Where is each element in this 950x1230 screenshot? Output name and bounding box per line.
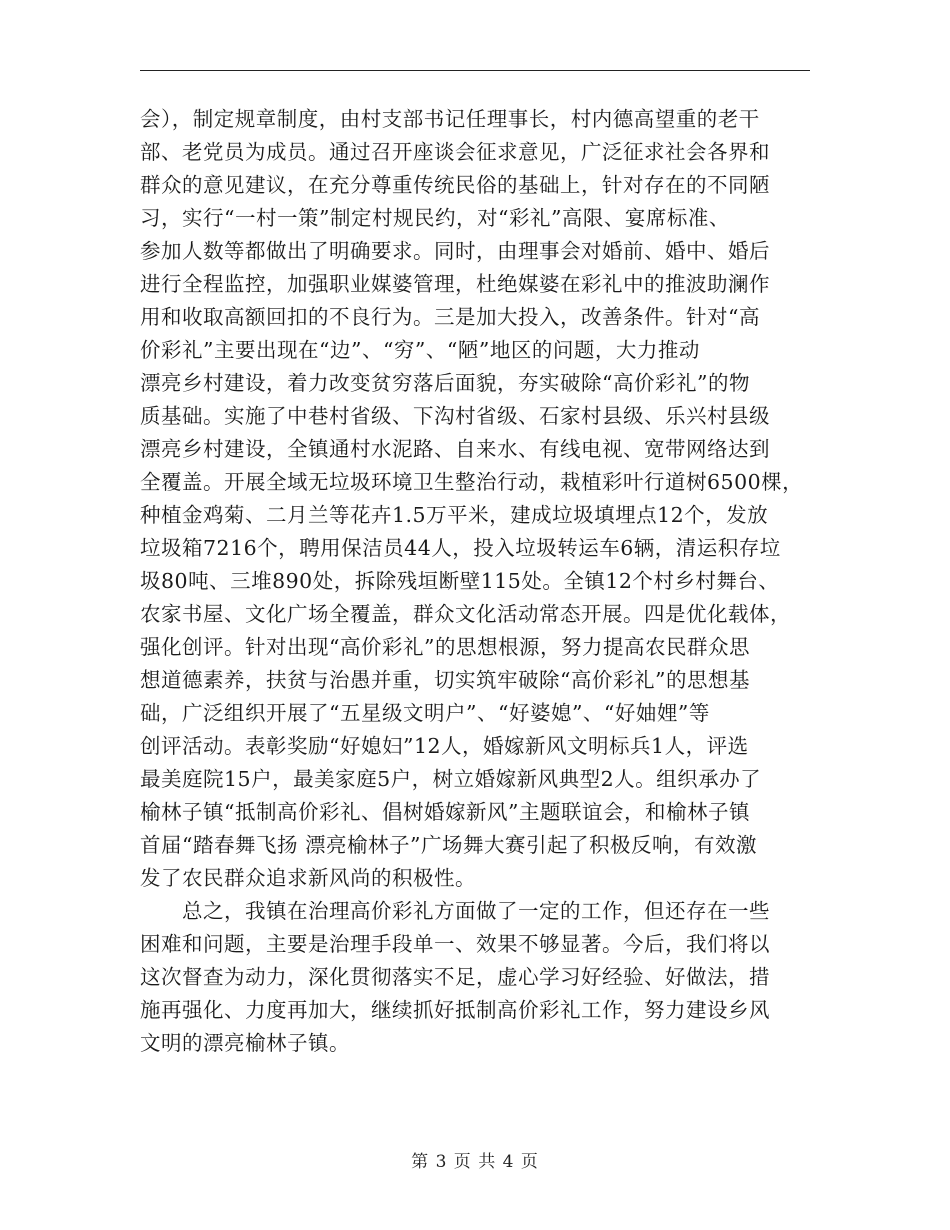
text-line: 漂亮乡村建设，着力改变贫穷落后面貌，夯实破除“高价彩礼”的物 — [140, 371, 750, 395]
text-line: 种植金鸡菊、二月兰等花卉1.5万平米，建成垃圾填埋点12个，发放 — [140, 503, 769, 527]
text-line: 群众的意见建议，在充分尊重传统民俗的基础上，针对存在的不同陋 — [140, 173, 770, 197]
text-line: 漂亮乡村建设，全镇通村水泥路、自来水、有线电视、宽带网络达到 — [140, 437, 770, 461]
page-number: 第 3 页 共 4 页 — [411, 1152, 539, 1172]
text-line: 首届“踏春舞飞扬 漂亮榆林子”广场舞大赛引起了积极反响，有效激 — [140, 833, 757, 857]
text-line: 困难和问题，主要是治理手段单一、效果不够显著。今后，我们将以 — [140, 932, 770, 956]
text-line: 圾80吨、三堆890处，拆除残垣断壁115处。全镇12个村乡村舞台、 — [140, 569, 780, 593]
text-line: 部、老党员为成员。通过召开座谈会征求意见，广泛征求社会各界和 — [140, 140, 770, 164]
text-line: 质基础。实施了中巷村省级、下沟村省级、石家村县级、乐兴村县级 — [140, 404, 770, 428]
header-rule — [140, 70, 810, 71]
paragraph-first-line: 总之，我镇在治理高价彩礼方面做了一定的工作，但还存在一些 — [182, 899, 770, 923]
text-line: 会），制定规章制度，由村支部书记任理事长，村内德高望重的老干 — [140, 107, 760, 131]
text-line: 垃圾箱7216个，聘用保洁员44人，投入垃圾转运车6辆，清运积存垃 — [140, 536, 781, 560]
text-line: 最美庭院15户，最美家庭5户，树立婚嫁新风典型2人。组织承办了 — [140, 767, 762, 791]
text-line: 础，广泛组织开展了“五星级文明户”、“好婆媳”、“好妯娌”等 — [140, 701, 710, 725]
text-line: 价彩礼”主要出现在“边”、“穷”、“陋”地区的问题，大力推动 — [140, 338, 700, 362]
text-line: 榆林子镇“抵制高价彩礼、倡树婚嫁新风”主题联谊会，和榆林子镇 — [140, 800, 750, 824]
text-line: 农家书屋、文化广场全覆盖，群众文化活动常态开展。四是优化载体， — [140, 602, 791, 626]
text-line: 想道德素养，扶贫与治愚并重，切实筑牢破除“高价彩礼”的思想基 — [140, 668, 750, 692]
text-line: 发了农民群众追求新风尚的积极性。 — [140, 866, 476, 890]
text-line: 习，实行“一村一策”制定村规民约，对“彩礼”高限、宴席标准、 — [140, 206, 730, 230]
text-line: 全覆盖。开展全域无垃圾环境卫生整治行动，栽植彩叶行道树6500棵， — [140, 470, 804, 494]
body-text — [140, 103, 810, 1060]
text-line: 进行全程监控，加强职业媒婆管理，杜绝媒婆在彩礼中的推波助澜作 — [140, 272, 770, 296]
text-line: 文明的漂亮榆林子镇。 — [140, 1031, 350, 1055]
text-line: 创评活动。表彰奖励“好媳妇”12人，婚嫁新风文明标兵1人，评选 — [140, 734, 749, 758]
text-line: 施再强化、力度再加大，继续抓好抵制高价彩礼工作，努力建设乡风 — [140, 998, 770, 1022]
text-line: 强化创评。针对出现“高价彩礼”的思想根源，努力提高农民群众思 — [140, 635, 750, 659]
text-line: 用和收取高额回扣的不良行为。三是加大投入，改善条件。针对“高 — [140, 305, 760, 329]
text-line: 这次督查为动力，深化贯彻落实不足，虚心学习好经验、好做法，措 — [140, 965, 770, 989]
text-line: 参加人数等都做出了明确要求。同时，由理事会对婚前、婚中、婚后 — [140, 239, 770, 263]
